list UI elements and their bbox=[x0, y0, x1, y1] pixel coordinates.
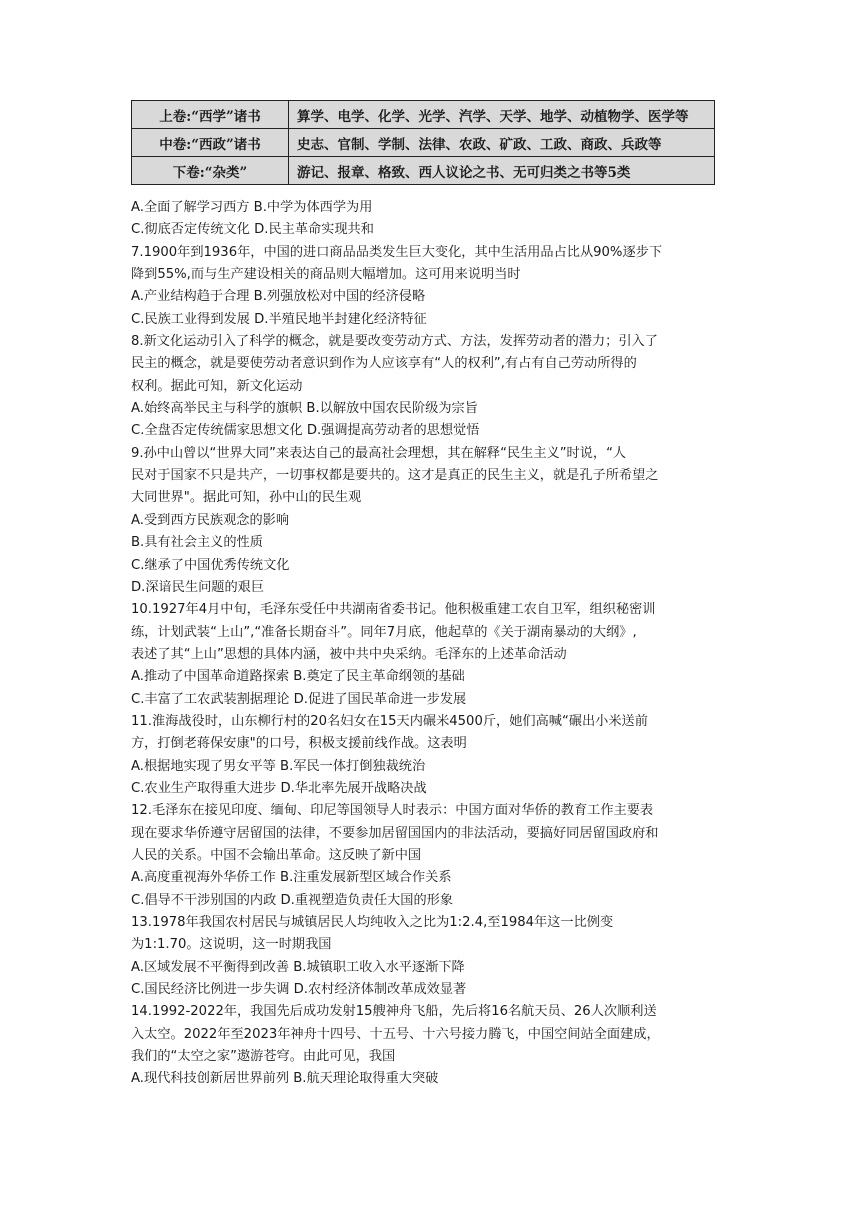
question-text bbox=[131, 197, 721, 1091]
text-line: 13.1978年我国农村居民与城镇居民人均纯收入之比为1:2.4,至1984年这一比例变 bbox=[131, 915, 614, 930]
text-line: 9.孙中山曾以“世界大同”来表达自己的最高社会理想，其在解释“民生主义”时说，“人 bbox=[131, 445, 627, 461]
source-table bbox=[131, 100, 715, 185]
text-line: C.农业生产取得重大进步 D.华北率先展开战略决战 bbox=[131, 780, 427, 796]
text-line: 8.新文化运动引入了科学的概念，就是要改变劳动方式、方法，发挥劳动者的潜力；引入了 bbox=[131, 334, 658, 350]
text-line: 入太空。2022年至2023年神舟十四号、十五号、十六号接力腾飞，中国空间站全面建成， bbox=[131, 1026, 660, 1042]
text-line: 7.1900年到1936年，中国的进口商品品类发生巨大变化，其中生活用品占比从90%逐步下 bbox=[131, 244, 663, 260]
table-row bbox=[132, 129, 715, 157]
table-cell-category: 中卷:“西政”诸书 bbox=[132, 129, 289, 157]
text-line: 权利。据此可知，新文化运动 bbox=[131, 378, 303, 394]
table-row bbox=[132, 157, 715, 185]
text-line: 大同世界"。据此可知，孙中山的民生观 bbox=[131, 490, 362, 506]
text-line: 民主的概念，就是要使劳动者意识到作为人应该享有“人的权利”,有占有自己劳动所得的 bbox=[131, 356, 637, 372]
text-line: 14.1992-2022年，我国先后成功发射15艘神舟飞船，先后将16名航天员、26人次顺利送 bbox=[131, 1004, 657, 1020]
text-line: C.丰富了工农武装割据理论 D.促进了国民革命进一步发展 bbox=[131, 691, 467, 707]
text-line: 表述了其“上山”思想的具体内涵，被中共中央采纳。毛泽东的上述革命活动 bbox=[131, 646, 567, 662]
text-line: D.深谙民生问题的艰巨 bbox=[131, 579, 265, 595]
table-cell-items: 游记、报章、格致、西人议论之书、无可归类之书等5类 bbox=[289, 157, 715, 185]
text-line: C.继承了中国优秀传统文化 bbox=[131, 557, 290, 573]
text-line: 现在要求华侨遵守居留国的法律，不要参加居留国国内的非法活动，要搞好同居留国政府和 bbox=[131, 825, 659, 841]
table-cell-category: 下卷:“杂类” bbox=[132, 157, 289, 185]
text-line: 我们的“太空之家”遨游苍穹。由此可见，我国 bbox=[131, 1049, 396, 1065]
text-line: 练，计划武装“上山”,“准备长期奋斗”。同年7月底，他起草的《关于湖南暴动的大纲》, bbox=[131, 624, 637, 640]
text-line: 降到55%,而与生产建设相关的商品则大幅增加。这可用来说明当时 bbox=[131, 267, 521, 283]
text-line: 人民的关系。中国不会输出革命。这反映了新中国 bbox=[131, 847, 422, 863]
source-table-container bbox=[131, 100, 715, 185]
text-line: A.受到西方民族观念的影响 bbox=[131, 512, 290, 528]
text-line: A.根据地实现了男女平等 B.军民一体打倒独裁统治 bbox=[131, 758, 426, 774]
table-cell-category: 上卷:“西学”诸书 bbox=[132, 101, 289, 129]
text-line: 方，打倒老蒋保安康"的口号，积极支援前线作战。这表明 bbox=[131, 736, 467, 752]
table-cell-items: 算学、电学、化学、光学、汽学、天学、地学、动植物学、医学等 bbox=[289, 101, 715, 129]
text-line: A.现代科技创新居世界前列 B.航天理论取得重大突破 bbox=[131, 1071, 439, 1087]
text-line: 11.淮海战役时，山东柳行村的20名妇女在15天内碾米4500斤，她们高喊“碾出小米送前 bbox=[131, 713, 648, 729]
text-line: C.民族工业得到发展 D.半殖民地半封建化经济特征 bbox=[131, 311, 427, 327]
text-line: C.彻底否定传统文化 D.民主革命实现共和 bbox=[131, 222, 374, 238]
text-line: C.国民经济比例进一步失调 D.农村经济体制改革成效显著 bbox=[131, 982, 467, 998]
text-line: A.推动了中国革命道路探索 B.奠定了民主革命纲领的基础 bbox=[131, 669, 465, 685]
text-line: A.全面了解学习西方 B.中学为体西学为用 bbox=[131, 200, 373, 215]
text-line: A.区域发展不平衡得到改善 B.城镇职工收入水平逐渐下降 bbox=[131, 959, 465, 975]
table-row bbox=[132, 101, 715, 129]
table-cell-items: 史志、官制、学制、法律、农政、矿政、工政、商政、兵政等 bbox=[289, 129, 715, 157]
text-line: 10.1927年4月中旬，毛泽东受任中共湖南省委书记。他积极重建工农自卫军，组织秘密训 bbox=[131, 602, 656, 618]
text-line: 为1:1.70。这说明，这一时期我国 bbox=[131, 937, 332, 953]
text-line: A.高度重视海外华侨工作 B.注重发展新型区域合作关系 bbox=[131, 870, 452, 886]
text-line: A.产业结构趋于合理 B.列强放松对中国的经济侵略 bbox=[131, 289, 426, 305]
text-line: 民对于国家不只是共产，一切事权都是要共的。这才是真正的民生主义，就是孔子所希望之 bbox=[131, 468, 659, 484]
text-line: C.倡导不干涉别国的内政 D.重视塑造负责任大国的形象 bbox=[131, 892, 454, 908]
text-line: 12.毛泽东在接见印度、缅甸、印尼等国领导人时表示：中国方面对华侨的教育工作主要表 bbox=[131, 803, 654, 819]
text-line: A.始终高举民主与科学的旗帜 B.以解放中国农民阶级为宗旨 bbox=[131, 401, 478, 417]
text-line: C.全盘否定传统儒家思想文化 D.强调提高劳动者的思想觉悟 bbox=[131, 423, 480, 439]
text-line: B.具有社会主义的性质 bbox=[131, 535, 263, 551]
